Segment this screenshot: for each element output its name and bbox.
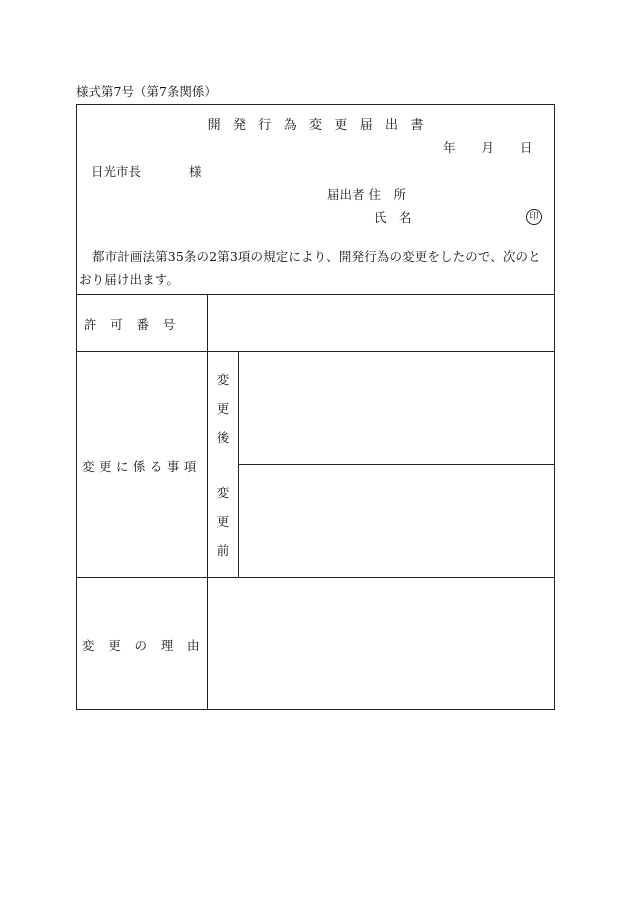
before-change-label [208, 483, 238, 559]
body-text: 都市計画法第35条の2第3項の規定により、開発行為の変更をしたので、次のとおり届け出ます。 [79, 249, 541, 287]
before-char-3: 前 [216, 543, 230, 558]
seal-mark: 印 [526, 209, 542, 225]
addressee-honorific: 様 [189, 164, 202, 179]
before-char-2: 更 [216, 514, 230, 529]
after-change-field[interactable] [239, 352, 554, 464]
before-change-field[interactable] [239, 465, 554, 577]
change-items-label: 変 更 に 係 る 事 項 [82, 459, 197, 474]
date-day: 日 [520, 140, 533, 155]
reason-label: 変 更 の 理 由 [82, 638, 201, 653]
name-label: 氏 名 [374, 210, 412, 225]
before-char-1: 変 [216, 485, 230, 500]
applicant-label: 届出者 [327, 187, 365, 202]
form-title: 開発行為変更届出書 [207, 118, 436, 133]
addressee [91, 162, 202, 180]
form-frame [76, 104, 555, 710]
date-year: 年 [443, 140, 456, 155]
date-line [443, 138, 533, 156]
applicant-address-row [327, 185, 406, 203]
date-month: 月 [481, 140, 495, 155]
addressee-name: 日光市長 [91, 164, 142, 179]
after-char-3: 後 [216, 430, 230, 445]
address-label: 住 所 [368, 187, 407, 202]
reason-field[interactable] [208, 578, 554, 709]
applicant-name-row [374, 208, 412, 226]
after-char-1: 変 [216, 372, 230, 387]
after-char-2: 更 [216, 401, 230, 416]
permit-number-field[interactable] [208, 295, 554, 351]
permit-number-label: 許 可 番 号 [84, 317, 176, 332]
form-number: 様式第7号（第7条関係） [76, 84, 217, 99]
after-change-label [208, 370, 238, 446]
